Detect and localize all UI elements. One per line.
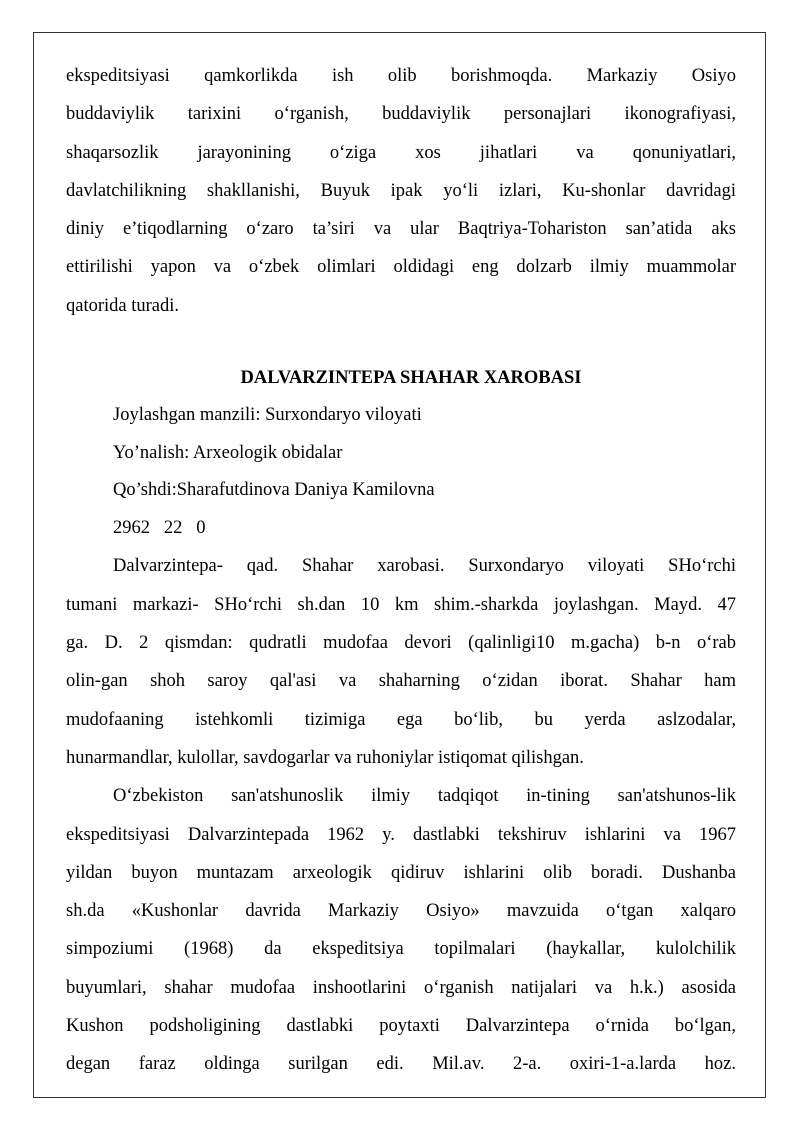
research-paragraph — [66, 777, 736, 1083]
text-line: buyumlari, shahar mudofaa inshootlarini o‘rganish natijalari va h.k.) asosida — [66, 977, 736, 998]
text-line: simpoziumi (1968) da ekspeditsiya topilmalari (haykallar, kulolchilik — [66, 939, 736, 960]
text-line: davlatchilikning shakllanishi, Buyuk ipak yo‘li izlari, Ku-shonlar davridagi — [66, 180, 736, 201]
text-line: olin-gan shoh saroy qal'asi va shaharning o‘zidan iborat. Shahar ham — [66, 671, 736, 692]
text-line: O‘zbekiston san'atshunoslik ilmiy tadqiqot in-tining san'atshunos-lik — [113, 786, 736, 807]
intro-paragraph — [66, 57, 736, 325]
text-line: yildan buyon muntazam arxeologik qidiruv ishlarini olib boradi. Dushanba — [66, 862, 736, 883]
text-line: diniy e’tiqodlarning o‘zaro ta’siri va ular Baqtriya-Tohariston san’atida aks — [66, 219, 736, 240]
text-line: Kushon podsholigining dastlabki poytaxti Dalvarzintepa o‘rnida bo‘lgan, — [66, 1016, 736, 1037]
text-line: sh.da «Kushonlar davrida Markaziy Osiyo» mavzuida o‘tgan xalqaro — [66, 901, 736, 922]
description-paragraph — [66, 547, 736, 777]
text-line: shaqarsozlik jarayonining o‘ziga xos jihatlari va qonuniyatlari, — [66, 142, 736, 163]
direction-line: Yo’nalish: Arxeologik obidalar — [113, 442, 343, 463]
author-line: Qo’shdi:Sharafutdinova Daniya Kamilovna — [113, 480, 435, 501]
text-line: ekspeditsiyasi Dalvarzintepada 1962 y. dastlabki tekshiruv ishlarini va 1967 — [66, 824, 736, 845]
text-line: mudofaaning istehkomli tizimiga ega bo‘lib, bu yerda aslzodalar, — [66, 709, 736, 730]
section-heading: DALVARZINTEPA SHAHAR XAROBASI — [240, 368, 582, 389]
text-line: hunarmandlar, kulollar, savdogarlar va ruhoniylar istiqomat qilishgan. — [66, 747, 584, 768]
document-body — [66, 57, 736, 1084]
text-line: tumani markazi- SHo‘rchi sh.dan 10 km shim.-sharkda joylashgan. Mayd. 47 — [66, 594, 736, 615]
text-line: Dalvarzintepa- qad. Shahar xarobasi. Surxondaryo viloyati SHo‘rchi — [113, 556, 736, 577]
numbers-line: 2962 22 0 — [113, 517, 206, 538]
location-line: Joylashgan manzili: Surxondaryo viloyati — [113, 405, 422, 426]
text-line: ga. D. 2 qismdan: qudratli mudofaa devori (qalinligi10 m.gacha) b-n o‘rab — [66, 633, 736, 654]
text-line: ekspeditsiyasi qamkorlikda ish olib borishmoqda. Markaziy Osiyo — [66, 66, 736, 86]
text-line: degan faraz oldinga surilgan edi. Mil.av. 2-a. oxiri-1-a.larda hoz. — [66, 1054, 736, 1075]
text-line: qatorida turadi. — [66, 295, 180, 316]
text-line: buddaviylik tarixini o‘rganish, buddaviylik personajlari ikonografiyasi, — [66, 104, 736, 125]
text-line: ettirilishi yapon va o‘zbek olimlari oldidagi eng dolzarb ilmiy muammolar — [66, 257, 736, 278]
